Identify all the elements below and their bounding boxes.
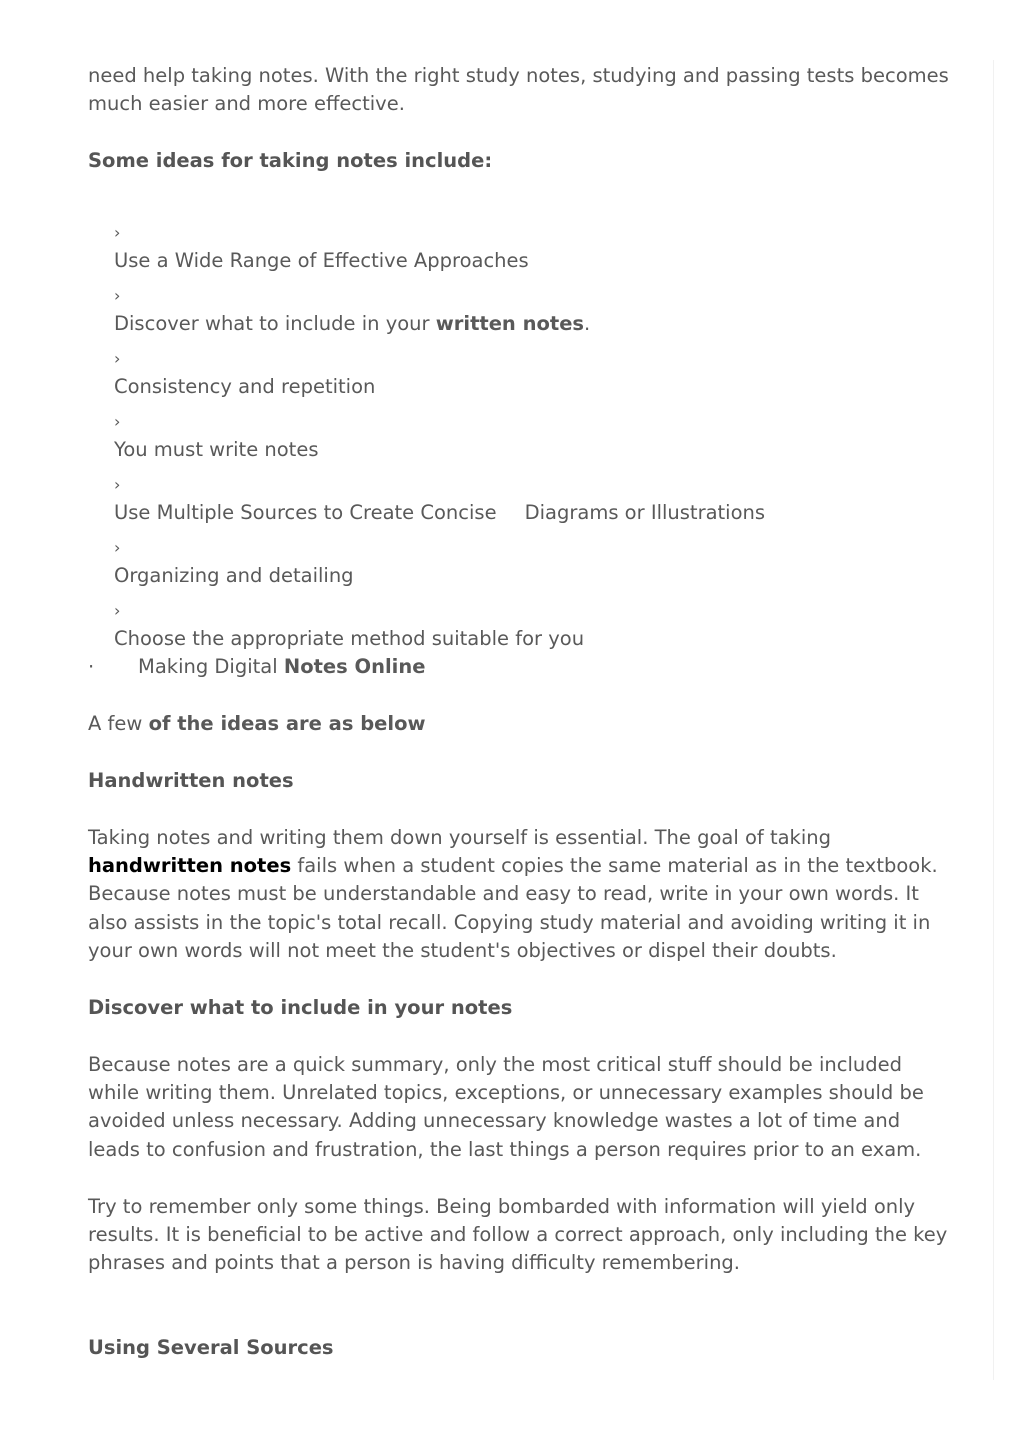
chevron-right-icon: › (114, 286, 121, 306)
page-edge-line (993, 60, 994, 1380)
bullet-item-text-pre: Making Digital (138, 655, 284, 679)
discover-paragraph-2: Try to remember only some things. Being bombarded with information will yield only results. It is beneficial to be active and follow a correct approach, only including the key phrases and points that a person is having difficulty remembering. (88, 1194, 948, 1275)
document-body (88, 62, 953, 1362)
handwritten-pre: Taking notes and writing them down yourself is essential. The goal of taking (88, 825, 831, 849)
few-ideas-pre: A few (88, 712, 149, 736)
chevron-right-icon: › (114, 223, 121, 243)
handwritten-post: fails when a student copies the same material as in the textbook. Because notes must be understandable and easy to read, write in your own words. It also assists in the topic's total recall. Copying study material and avoiding writing it in your own words will not meet the student's objectives or dispel their doubts. (88, 854, 938, 963)
list-item (114, 534, 953, 590)
list-item-text (114, 310, 953, 338)
chevron-right-icon: › (114, 349, 121, 369)
section-heading-handwritten: Handwritten notes (88, 768, 294, 792)
list-item (114, 345, 953, 401)
list-item-text: You must write notes (114, 438, 319, 462)
list-item-text: Consistency and repetition (114, 375, 376, 399)
ideas-list (114, 219, 953, 653)
handwritten-paragraph (88, 824, 953, 965)
section-heading-discover: Discover what to include in your notes (88, 995, 513, 1019)
list-item (114, 471, 953, 527)
few-ideas-line (88, 710, 953, 738)
list-item-text-post: . (584, 312, 591, 336)
list-item (114, 408, 953, 464)
list-item-text-part2: Diagrams or Illustrations (524, 501, 766, 525)
list-item-text-bold: written notes (435, 312, 585, 336)
list-item-text: Organizing and detailing (114, 564, 354, 588)
bullet-item-text-bold: Notes Online (283, 655, 426, 679)
chevron-right-icon: › (114, 601, 121, 621)
discover-paragraph-1: Because notes are a quick summary, only the most critical stuff should be included while writing them. Unrelated topics, exceptions, or unnecessary examples should be avoided unless necessary. Adding unnecessary knowledge wastes a lot of time and leads to confusion and frustration, the last things a person requires prior to an exam. (88, 1052, 924, 1161)
bullet-item-text (138, 653, 425, 681)
intro-paragraph: need help taking notes. With the right study notes, studying and passing tests becomes much easier and more effective. (88, 64, 949, 116)
few-ideas-bold: of the ideas are as below (148, 712, 426, 736)
chevron-right-icon: › (114, 538, 121, 558)
list-item-text: Use a Wide Range of Effective Approaches (114, 249, 529, 273)
list-item (114, 282, 953, 338)
bullet-dot-icon: · (88, 655, 95, 679)
list-item-text (114, 499, 953, 527)
bullet-item (88, 653, 953, 681)
list-item (114, 219, 953, 275)
list-item-text-part1: Use Multiple Sources to Create Concise (114, 501, 497, 525)
section-heading-sources: Using Several Sources (88, 1336, 334, 1360)
list-item-text: Choose the appropriate method suitable for you (114, 627, 585, 651)
list-item-text-pre: Discover what to include in your (114, 312, 436, 336)
list-item (114, 597, 953, 653)
ideas-heading: Some ideas for taking notes include: (88, 149, 493, 173)
chevron-right-icon: › (114, 412, 121, 432)
chevron-right-icon: › (114, 475, 121, 495)
handwritten-bold: handwritten notes (88, 854, 292, 878)
